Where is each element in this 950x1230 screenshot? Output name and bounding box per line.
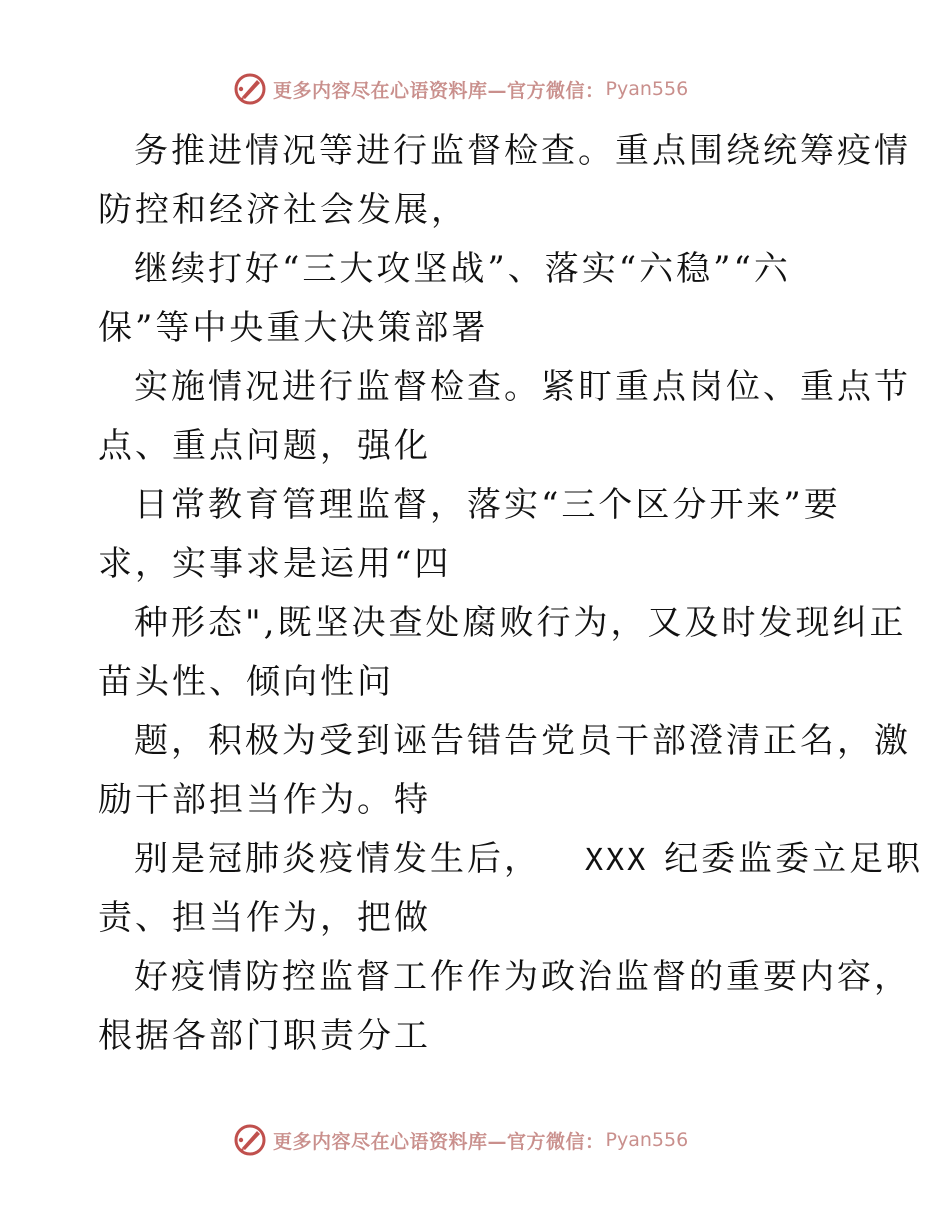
text-line: 苗头性、倾向性问 bbox=[98, 662, 394, 702]
header-watermark bbox=[233, 72, 688, 106]
footer-watermark bbox=[233, 1123, 688, 1157]
text-line: 根据各部门职责分工 bbox=[98, 1016, 431, 1056]
quill-logo-icon bbox=[233, 72, 267, 106]
text-line: 继续打好“三大攻坚战”、落实“六稳”“六 bbox=[134, 249, 791, 289]
footer-watermark-contact: Pyan556 bbox=[605, 1129, 689, 1151]
text-line: 好疫情防控监督工作作为政治监督的重要内容， bbox=[134, 957, 911, 997]
footer-watermark-text: 更多内容尽在心语资料库—官方微信： bbox=[273, 1130, 605, 1153]
text-line: 务推进情况等进行监督检查。重点围绕统筹疫情 bbox=[134, 131, 911, 171]
name-placeholder: XXX bbox=[585, 843, 649, 878]
text-line: 防控和经济社会发展， bbox=[98, 190, 468, 230]
header-watermark-text: 更多内容尽在心语资料库—官方微信： bbox=[273, 79, 605, 102]
text-line: 日常教育管理监督，落实“三个区分开来”要 bbox=[134, 485, 841, 525]
quill-logo-icon bbox=[233, 1123, 267, 1157]
text-line: 励干部担当作为。特 bbox=[98, 780, 431, 820]
document-body bbox=[98, 122, 924, 1066]
text-line-with-placeholder bbox=[98, 830, 924, 889]
text-line: 求，实事求是运用“四 bbox=[98, 544, 452, 584]
text-line: 点、重点问题，强化 bbox=[98, 426, 431, 466]
header-watermark-contact: Pyan556 bbox=[605, 78, 689, 100]
text-segment: 别是冠肺炎疫情发生后， bbox=[134, 839, 541, 879]
text-line: 种形态",既坚决查处腐败行为，又及时发现纠正 bbox=[134, 603, 907, 643]
text-line: 责、担当作为，把做 bbox=[98, 898, 431, 938]
text-line: 实施情况进行监督检查。紧盯重点岗位、重点节 bbox=[134, 367, 911, 407]
text-line: 题，积极为受到诬告错告党员干部澄清正名，激 bbox=[134, 721, 911, 761]
text-segment: 纪委监委立足职 bbox=[664, 839, 924, 879]
text-line: 保”等中央重大决策部署 bbox=[98, 308, 489, 348]
